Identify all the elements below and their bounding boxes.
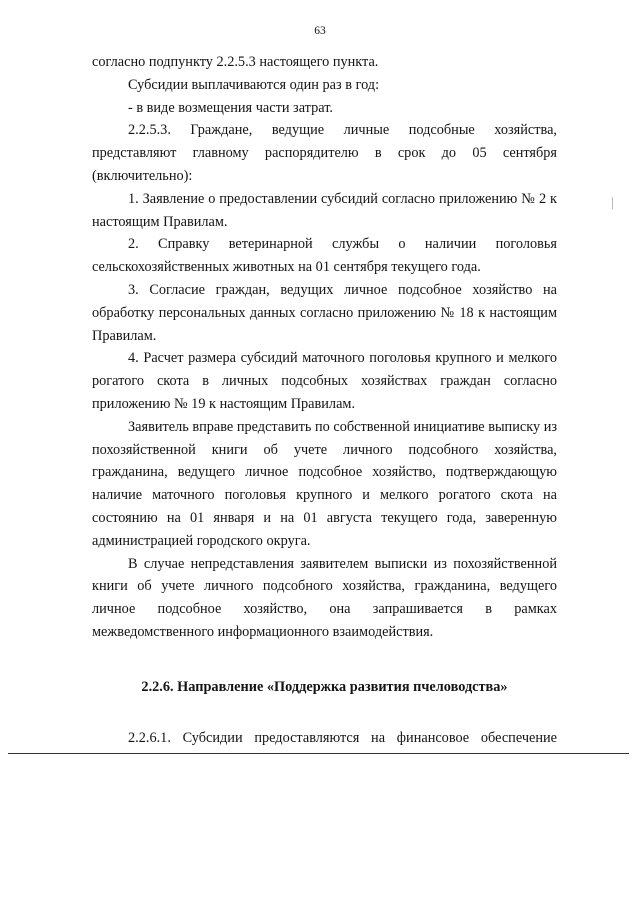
- paragraph-2-2-5-3: 2.2.5.3. Граждане, ведущие личные подсобные хозяйства, представляют главному распорядителю в срок до 05 сентября (включительно):: [92, 122, 557, 184]
- scan-edge-mark: [612, 197, 613, 209]
- list-item-2: 2. Справку ветеринарной службы о наличии поголовья сельскохозяйственных животных на 01 сентября текущего года.: [92, 236, 557, 276]
- page-bottom-rule: [8, 753, 629, 754]
- paragraph-cost-compensation: - в виде возмещения части затрат.: [128, 99, 333, 116]
- paragraph-applicant-extract: Заявитель вправе представить по собственной инициативе выписку из похозяйственной книги об учете личного подсобного хозяйства, гражданина, ведущего личное подсобное хозяйство, подтверждающую наличие маточного поголовья крупного и мелкого рогатого скота на состоянию на 01 января и на 01 августа текущего года, заверенную администрацией городского округа.: [92, 418, 557, 549]
- list-item-3: 3. Согласие граждан, ведущих личное подсобное хозяйство на обработку персональных данных согласно приложению № 18 к настоящим Правилам.: [92, 281, 557, 344]
- list-item-1: 1. Заявление о предоставлении субсидий согласно приложению № 2 к настоящим Правилам.: [92, 190, 557, 230]
- document-body: [92, 51, 557, 749]
- paragraph-interagency-request: В случае непредставления заявителем выписки из похозяйственной книги об учете личного подсобного хозяйства, гражданина, ведущего личное подсобное хозяйство, она запрашивается в рамках межведомственного информационного взаимодействия.: [92, 555, 557, 640]
- paragraph-continuation: согласно подпункту 2.2.5.3 настоящего пункта.: [92, 54, 379, 70]
- paragraph-2-2-6-1: 2.2.6.1. Субсидии предоставляются на финансовое обеспечение: [128, 729, 557, 746]
- page-number: 63: [314, 25, 326, 37]
- paragraph-subsidy-frequency: Субсидии выплачиваются один раз в год:: [128, 76, 380, 93]
- section-heading: 2.2.6. Направление «Поддержка развития пчеловодства»: [141, 678, 508, 695]
- list-item-4: 4. Расчет размера субсидий маточного поголовья крупного и мелкого рогатого скота в личных подсобных хозяйствах граждан согласно приложению № 19 к настоящим Правилам.: [92, 350, 557, 412]
